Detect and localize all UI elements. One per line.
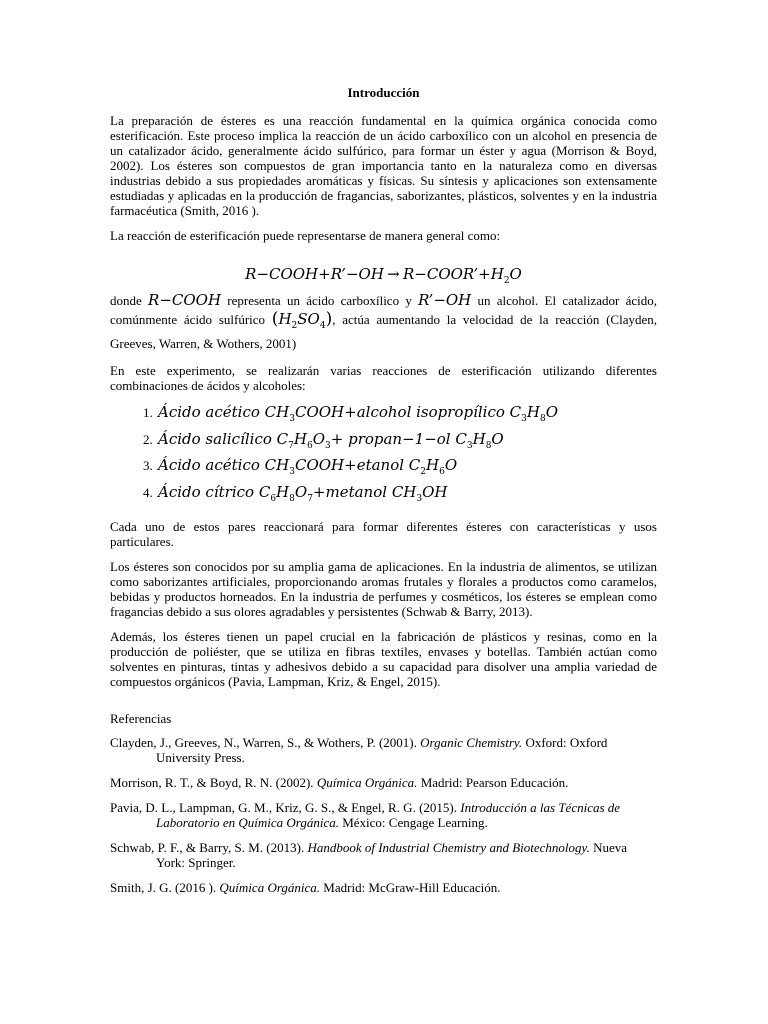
reference-entry: Pavia, D. L., Lampman, G. M., Kriz, G. S., & Engel, R. G. (2015). Introducción a las Técnicas de Laboratorio en Química Orgánica. México: Cengage Learning. bbox=[110, 800, 621, 830]
applications-paragraph: Los ésteres son conocidos por su amplia gama de aplicaciones. En la industria de alimentos, se utilizan como saborizantes artificiales, proporcionando aromas frutales y florales a productos como caramelos, bebidas y productos horneados. En la industria de perfumes y cosméticos, los ésteres se emplean como fragancias debido a sus olores agradables y persistentes (Schwab & Barry, 2013). bbox=[110, 559, 657, 619]
industrial-uses-paragraph: Además, los ésteres tienen un papel crucial en la fabricación de plásticos y resinas, como en la producción de poliéster, que se utiliza en fibras textiles, envases y botellas. También actúan como solventes en pinturas, tintas y adhesivos debido a su capacidad para disolver una amplia variedad de compuestos orgánicos (Pavia, Lampman, Kriz, & Engel, 2015). bbox=[110, 629, 657, 689]
list-item: 3. Ácido acético $CH_3COOH+etanol$ $C_2H_6O$ bbox=[156, 456, 657, 483]
reference-entry: Clayden, J., Greeves, N., Warren, S., & Wothers, P. (2001). Organic Chemistry. Oxford: Oxford University Press. bbox=[110, 735, 608, 765]
references-heading: Referencias bbox=[110, 711, 172, 726]
list-item: 4. Ácido cítrico $C_6H_8O_7+metanol$ $CH_3OH$ bbox=[156, 483, 657, 510]
list-item: 2. Ácido salicílico $C_7H_6O_3+$ propan−1−ol $C_3H_8O$ bbox=[156, 430, 657, 457]
reaction-list bbox=[110, 403, 657, 509]
pairs-paragraph: Cada uno de estos pares reaccionará para formar diferentes ésteres con características y usos particulares. bbox=[110, 519, 657, 549]
reference-entry: Morrison, R. T., & Boyd, R. N. (2002). Química Orgánica. Madrid: Pearson Educación. bbox=[110, 775, 569, 790]
equation-products: $R-COOR’+H_2O$ bbox=[402, 265, 522, 286]
formula-sulfuric-acid: $(H_2SO_4)$ bbox=[271, 309, 333, 331]
general-equation bbox=[110, 267, 657, 285]
section-title: Introducción bbox=[347, 85, 420, 100]
formula-alcohol: R’−OH bbox=[418, 291, 472, 309]
intro-paragraph-2: La reacción de esterificación puede representarse de manera general como: bbox=[110, 228, 501, 243]
equation-reactants: R−COOH+R’−OH bbox=[245, 265, 384, 283]
intro-paragraph-1: La preparación de ésteres es una reacción fundamental en la química orgánica conocida como esterificación. Este proceso implica la reacción de un ácido carboxílico con un alcohol en presencia de un catalizador ácido, generalmente ácido sulfúrico, para formar un éster y agua (Morrison & Boyd, 2002). Los ésteres son compuestos de gran importancia tanto en la naturaleza como en diversas industrias debido a sus propiedades aromáticas y físicas. Su síntesis y aplicaciones son extensamente estudiadas y aplicadas en la producción de fragancias, saborizantes, plásticos, solventes y en la industria farmacéutica (Smith, 2016 ). bbox=[110, 113, 657, 218]
equation-explanation: donde R−COOH representa un ácido carboxílico y R’−OH un alcohol. El catalizador ácido, comúnmente ácido sulfúrico $(H_2SO_4)$, actúa aumentando la velocidad de la reacción (Clayden, Greeves, Warren, & Wothers, 2001) bbox=[110, 291, 658, 351]
reference-entry: Schwab, P. F., & Barry, S. M. (2013). Handbook of Industrial Chemistry and Biotechnology. Nueva York: Springer. bbox=[110, 840, 628, 870]
experiment-paragraph: En este experimento, se realizarán varias reacciones de esterificación utilizando diferentes combinaciones de ácidos y alcoholes: bbox=[110, 363, 657, 393]
list-item: 1. Ácido acético $CH_3COOH+alcohol$ isopropílico $C_3H_8O$ bbox=[156, 403, 657, 430]
formula-acid: R−COOH bbox=[148, 291, 222, 309]
references-list bbox=[110, 735, 657, 895]
equation-arrow: → bbox=[387, 265, 400, 283]
reference-entry: Smith, J. G. (2016 ). Química Orgánica. Madrid: McGraw-Hill Educación. bbox=[110, 880, 501, 895]
document-body bbox=[110, 84, 657, 905]
